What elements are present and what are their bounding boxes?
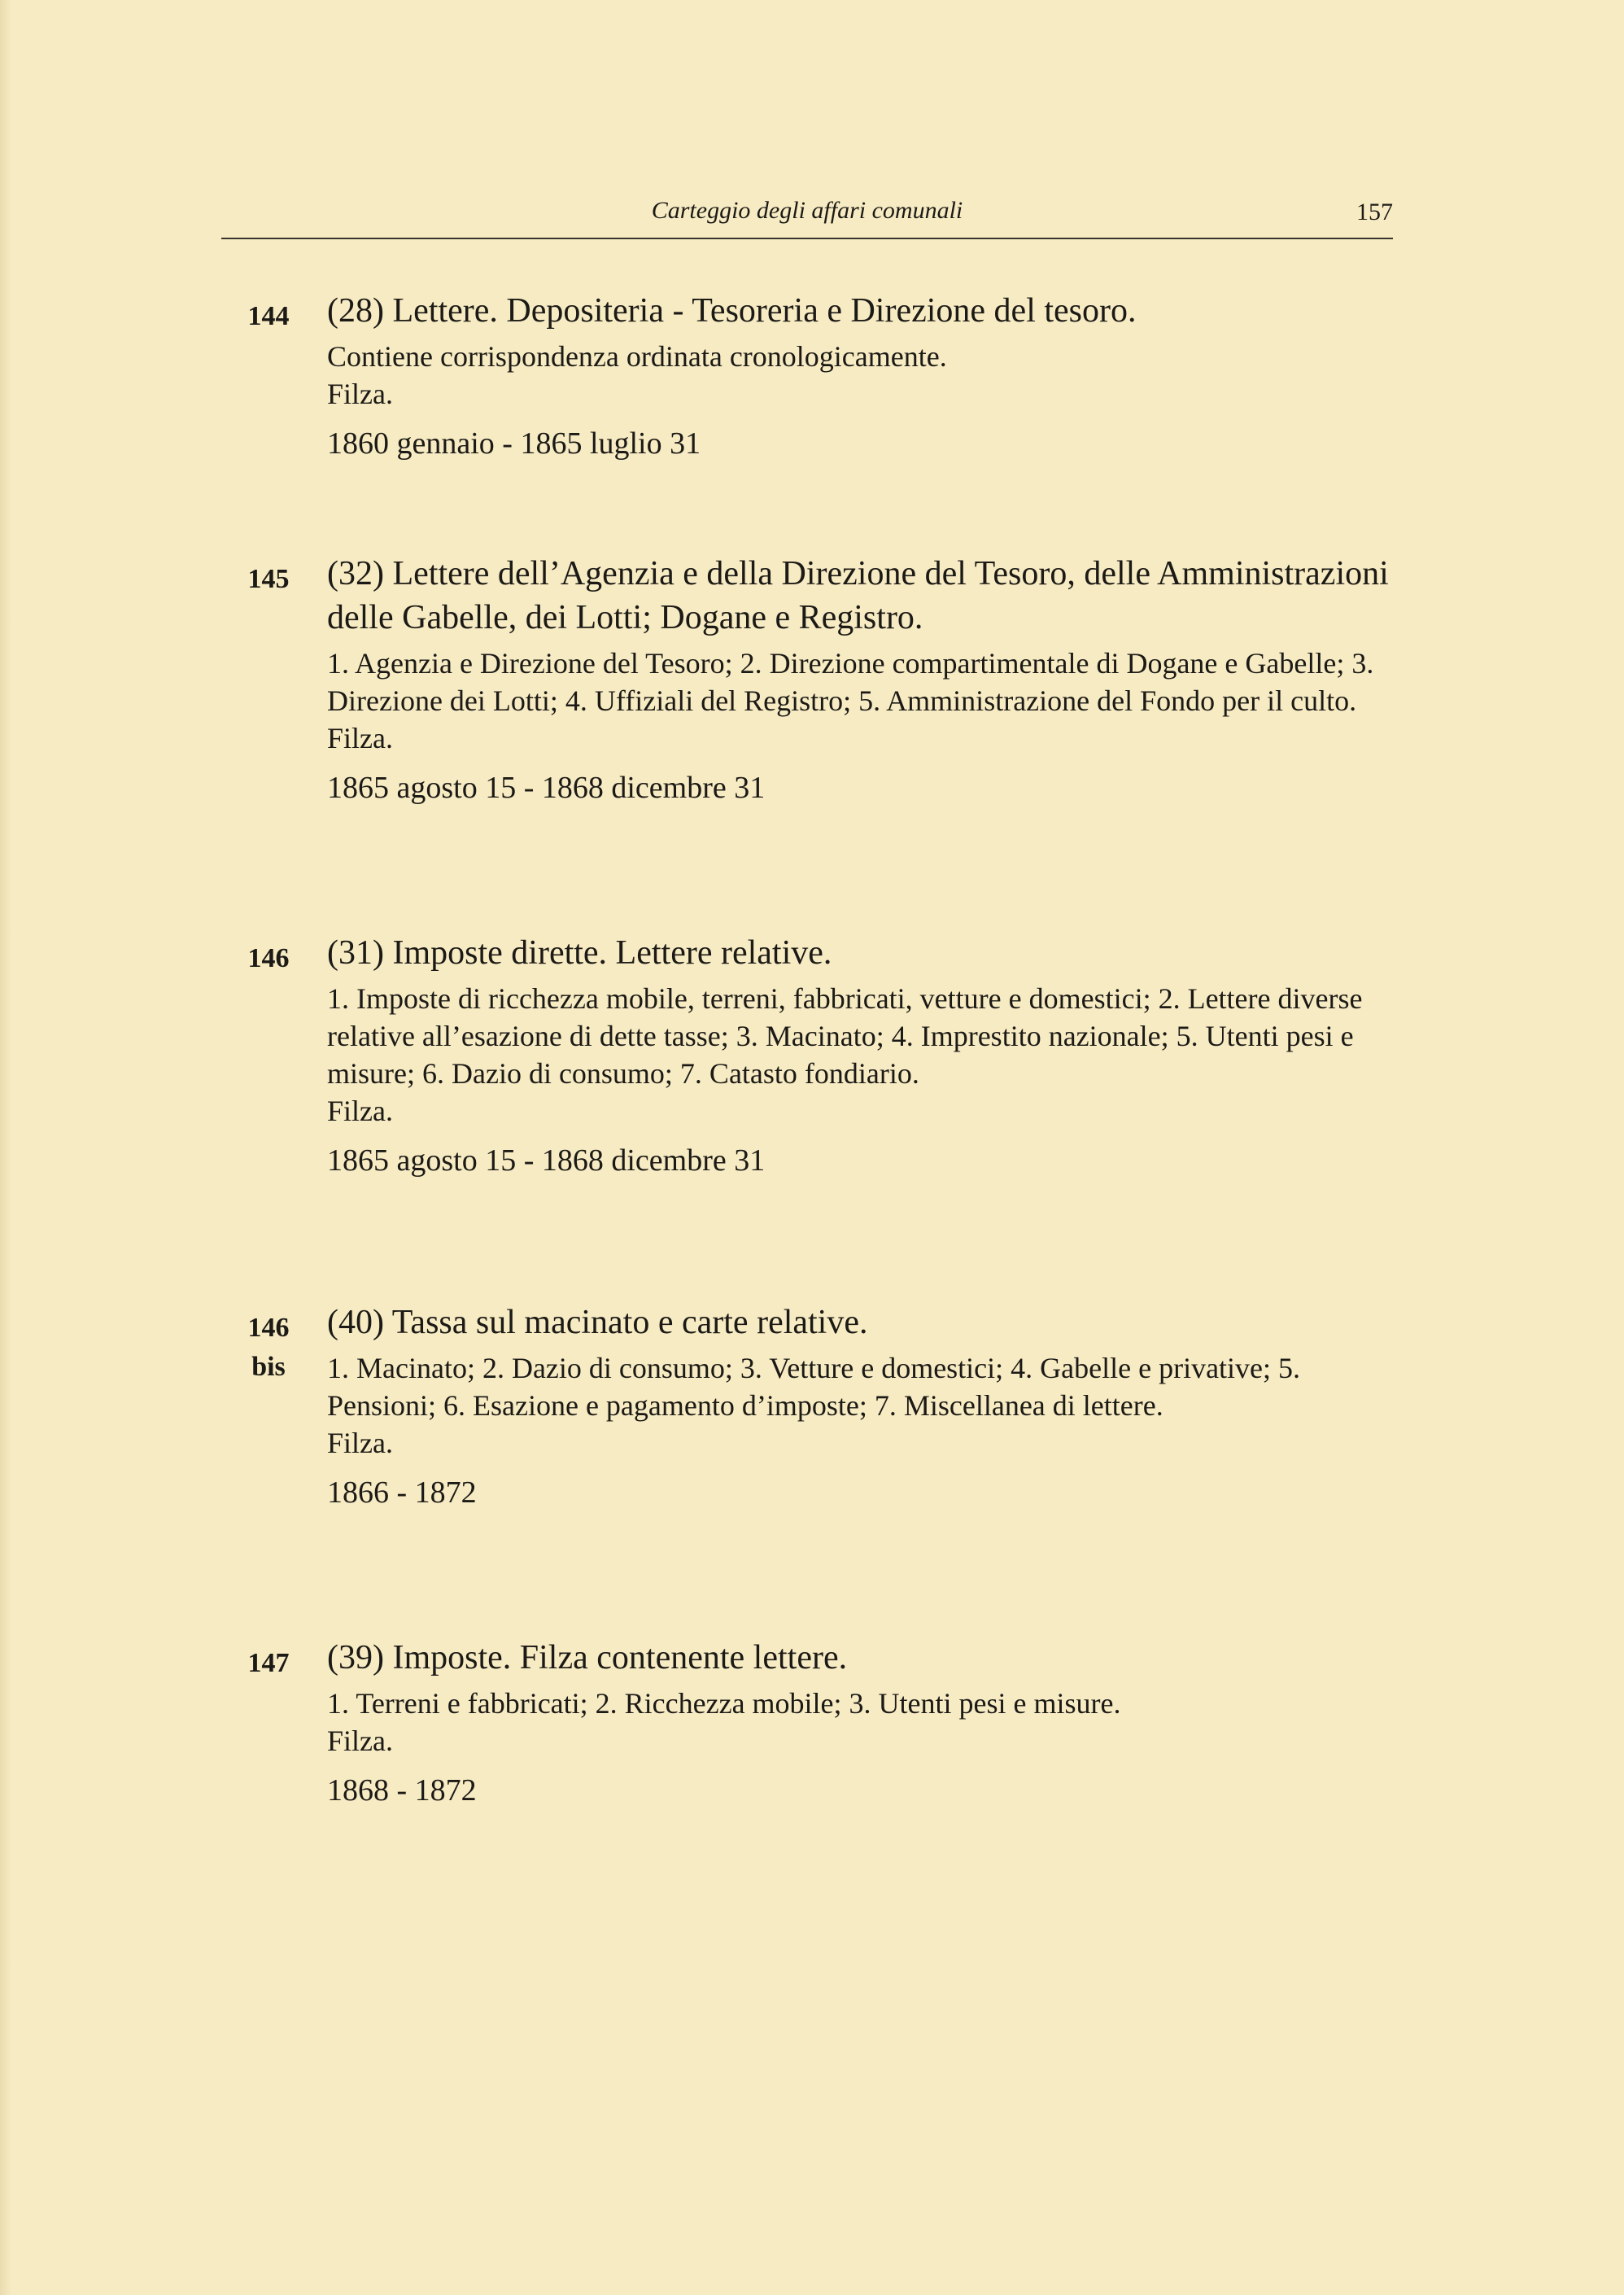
entry-number: 144 (247, 301, 290, 331)
entry-dates: 1868 - 1872 (327, 1773, 477, 1808)
entry-number: 146 (247, 943, 290, 973)
entry-dates: 1860 gennaio - 1865 luglio 31 (327, 426, 701, 461)
entry-format: Filza. (327, 1725, 393, 1757)
entry-title: (32) Lettere dell’Agenzia e della Direzione del Tesoro, delle Amministrazioni delle Gabelle, dei Lotti; Dogane e Registro. (327, 555, 1389, 636)
entry-dates: 1865 agosto 15 - 1868 dicembre 31 (327, 771, 766, 805)
entry-description: 1. Terreni e fabbricati; 2. Ricchezza mobile; 3. Utenti pesi e misure. (327, 1687, 1121, 1720)
entry-description: Contiene corrispondenza ordinata cronologicamente. (327, 340, 947, 373)
running-title: Carteggio degli affari comunali (651, 197, 963, 224)
entry-number: 146 bis (247, 1313, 290, 1382)
running-header (221, 189, 1393, 239)
entry-number: 145 (247, 564, 290, 594)
entry-body (327, 552, 1391, 807)
entry-title: (39) Imposte. Filza contenente lettere. (327, 1639, 848, 1676)
entry-format: Filza. (327, 1427, 393, 1459)
entry-dates: 1866 - 1872 (327, 1475, 477, 1510)
page-number: 157 (1356, 199, 1393, 225)
page-edge (0, 0, 11, 2295)
entry-description: 1. Macinato; 2. Dazio di consumo; 3. Vetture e domestici; 4. Gabelle e privative; 5. Pensioni; 6. Esazione e pagamento d’imposte; 7. Miscellanea di lettere. (327, 1352, 1301, 1422)
entry-description: 1. Agenzia e Direzione del Tesoro; 2. Direzione compartimentale di Dogane e Gabelle; 3. Direzione dei Lotti; 4. Uffiziali del Registro; 5. Amministrazione del Fondo per il culto. (327, 647, 1374, 717)
entry-format: Filza. (327, 378, 393, 410)
entry-title: (40) Tassa sul macinato e carte relative. (327, 1304, 868, 1341)
entry-title: (28) Lettere. Depositeria - Tesoreria e Direzione del tesoro. (327, 292, 1137, 330)
entry-title: (31) Imposte dirette. Lettere relative. (327, 934, 832, 972)
entry-body (327, 931, 1391, 1180)
entry-description: 1. Imposte di ricchezza mobile, terreni, fabbricati, vetture e domestici; 2. Lettere diverse relative all’esazione di dette tasse; 3. Macinato; 4. Imprestito nazionale; 5. Utenti pesi e misure; 6. Dazio di consumo; 7. Catasto fondiario. (327, 982, 1363, 1090)
entry-body (327, 1636, 1391, 1810)
entry-body (327, 289, 1391, 463)
entry-number: 147 (247, 1648, 290, 1678)
entry-dates: 1865 agosto 15 - 1868 dicembre 31 (327, 1143, 766, 1178)
entry-body (327, 1300, 1391, 1512)
entry-format: Filza. (327, 1095, 393, 1127)
entry-format: Filza. (327, 722, 393, 754)
